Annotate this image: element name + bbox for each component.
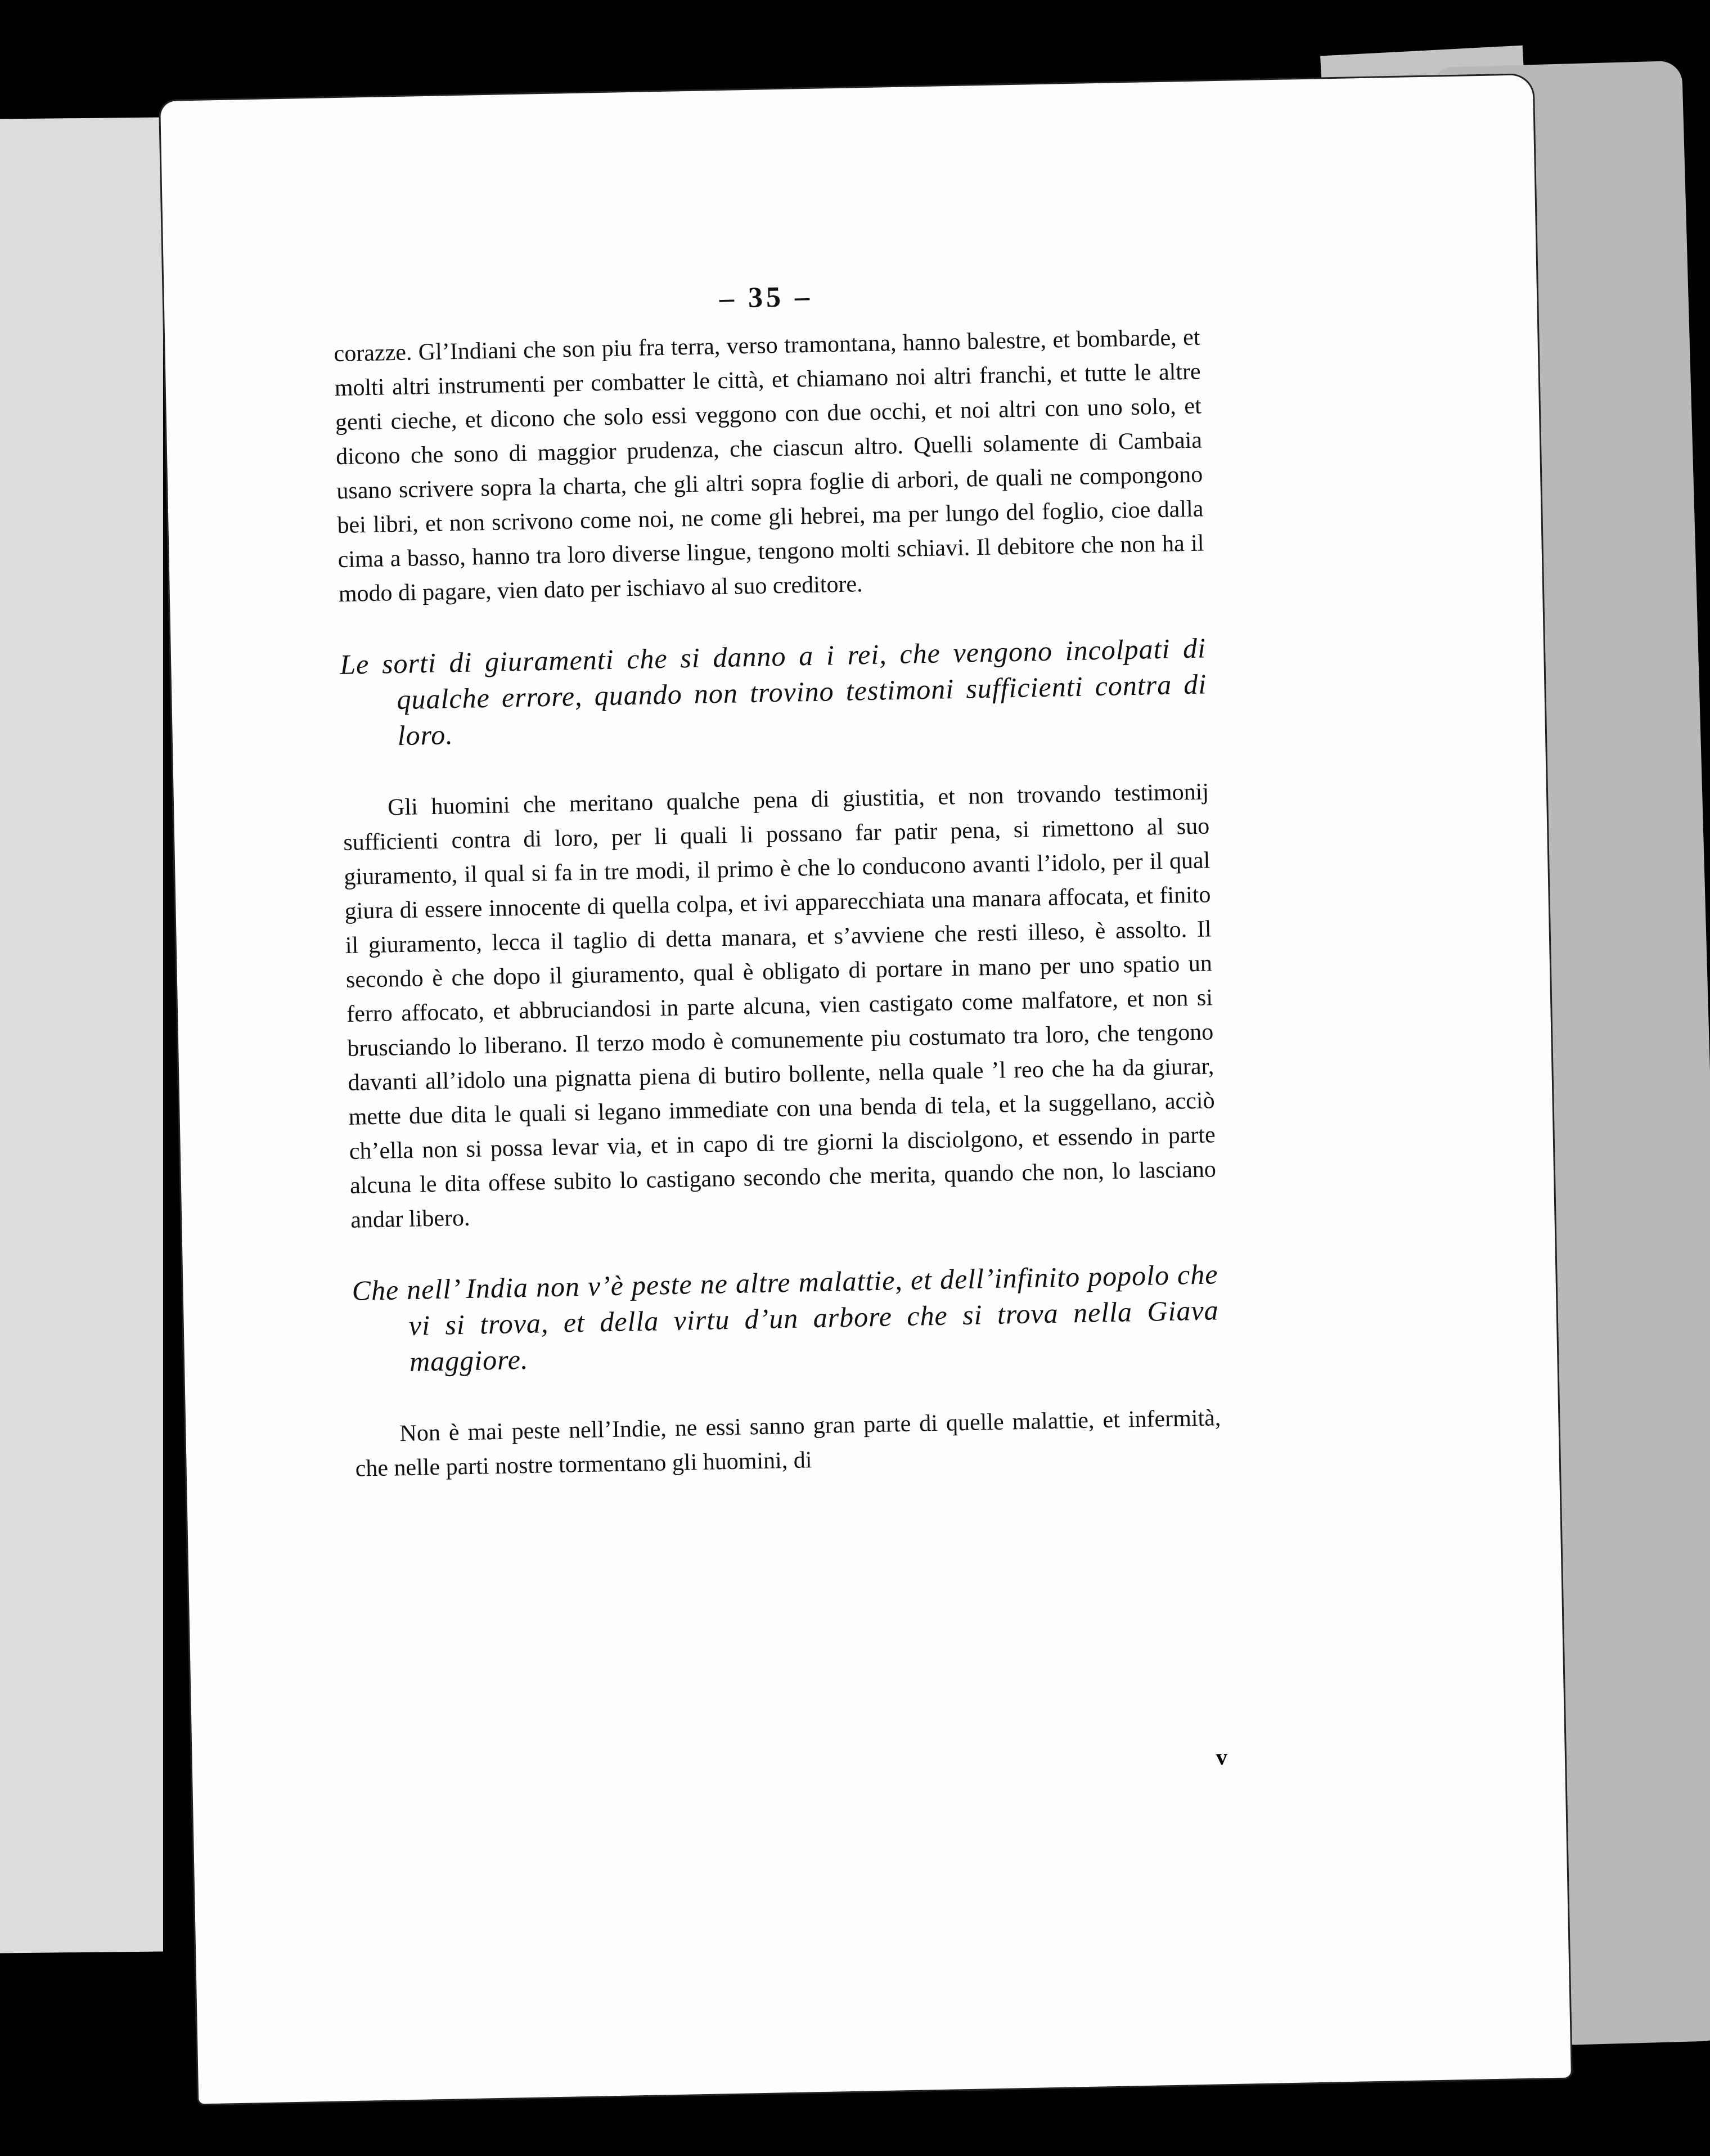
section-heading-india-health: Che nell’ India non v’è peste ne altre malattie, et dell’infinito popolo che vi si trova, et della virtu d’un arbore che si trova nella Giava maggiore.: [352, 1258, 1220, 1377]
document-page: [160, 75, 1571, 2104]
page-number: – 35 –: [719, 280, 813, 315]
text-block: [332, 273, 1222, 1486]
paragraph-1: corazze. Gl’Indiani che son piu fra terra, verso tramontana, hanno balestre, et bombarde, et molti altri instrumenti per combatter le città, et chiamano noi altri franchi, et tutte le altre genti cieche, et dicono che solo essi veggono con due occhi, et noi altri con uno solo, et dicono che sono di maggior prudenza, che ciascun altro. Quelli solamente di Cambaia usano scrivere sopra la charta, che gli altri sopra foglie di arbori, de quali ne compongono bei libri, et non scrivono come noi, ne come gli hebrei, ma per lungo del foglio, cioe dalla cima a basso, hanno tra loro diverse lingue, tengono molti schiavi. Il debitore che non ha il modo di pagare, vien dato per ischiavo al suo creditore.: [334, 324, 1204, 608]
paragraph-2: Gli huomini che meritano qualche pena di giustitia, et non trovando testimonij sufficienti contra di loro, per li quali li possano far patir pena, si rimettono al suo giuramento, il qual si fa in tre modi, il primo è che lo conducono avanti l’idolo, per il qual giura di essere innocente di quella colpa, et ivi apparecchiata una manara affocata, et finito il giuramento, lecca il taglio di detta manara, et s’avviene che resti illeso, è assolto. Il secondo è che dopo il giuramento, qual è obligato di portare in mano per uno spatio un ferro affocato, et abbruciandosi in parte alcuna, vien castigato come malfatore, et non si brusciando lo liberano. Il terzo modo è comunemente piu costumato tra loro, che tengono davanti all’idolo una pignatta piena di butiro bollente, nella quale ’l reo che ha da giurar, mette due dita le quali si legano immediate con una benda di tela, et la suggellano, acciò ch’ella non si possa levar via, et in capo di tre giorni la disciolgono, et essendo in parte alcuna le dita offese subito lo castigano secondo che merita, quando che non, lo lasciano andar libero.: [343, 779, 1217, 1233]
left-page-edge: [0, 117, 163, 1953]
paragraph-3: Non è mai peste nell’Indie, ne essi sanno gran parte di quelle malattie, et infermità, che nelle parti nostre tormentano gli huomini, di: [355, 1405, 1221, 1482]
section-heading-oaths: Le sorti di giuramenti che si danno a i rei, che vengono incolpati di qualche errore, quando non trovino testimoni sufficienti contra di loro.: [339, 632, 1207, 752]
signature-mark: v: [1216, 1744, 1228, 1770]
